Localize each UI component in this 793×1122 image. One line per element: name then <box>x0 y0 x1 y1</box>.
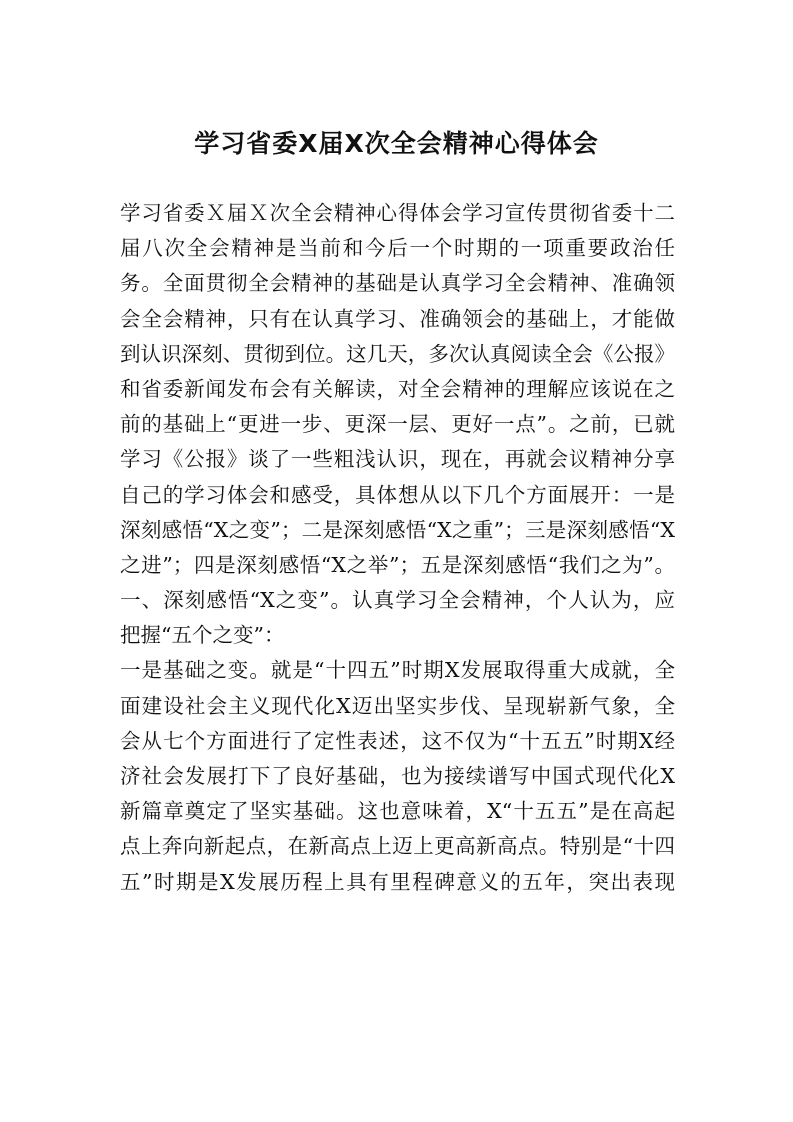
body-line: 济社会发展打下了良好基础，也为接续谱写中国式现代化X <box>120 764 675 788</box>
body-line: 点上奔向新起点，在新高点上迈上更高新高点。特别是“十四 <box>120 834 675 859</box>
body-line: 会从七个方面进行了定性表述，这不仅为“十五五”时期X经 <box>120 728 675 753</box>
body-line: 五”时期是X发展历程上具有里程碑意义的五年，突出表现 <box>120 869 675 894</box>
document-body <box>120 196 675 900</box>
body-line: 一是基础之变。就是“十四五”时期X发展取得重大成就，全 <box>120 658 675 683</box>
document-title: 学习省委X届X次全会精神心得体会 <box>194 129 599 158</box>
body-line: 把握“五个之变”： <box>120 623 285 648</box>
body-line: 面建设社会主义现代化X迈出坚实步伐、呈现崭新气象，全 <box>120 693 675 718</box>
body-line: 到认识深刻、贯彻到位。这几天，多次认真阅读全会《公报》 <box>120 341 675 366</box>
body-line: 新篇章奠定了坚实基础。这也意味着，X“十五五”是在高起 <box>120 799 675 824</box>
body-line: 一、深刻感悟“X之变”。认真学习全会精神，个人认为，应 <box>120 588 675 613</box>
body-line: 学习《公报》谈了一些粗浅认识，现在，再就会议精神分享 <box>120 447 675 472</box>
body-line: 自己的学习体会和感受，具体想从以下几个方面展开：一是 <box>120 482 675 507</box>
body-line: 之进”；四是深刻感悟“X之举”；五是深刻感悟“我们之为”。 <box>120 552 675 577</box>
body-line: 深刻感悟“X之变”；二是深刻感悟“X之重”；三是深刻感悟“X <box>120 517 675 542</box>
body-line: 会全会精神，只有在认真学习、准确领会的基础上，才能做 <box>120 306 675 331</box>
body-line: 和省委新闻发布会有关解读，对全会精神的理解应该说在之 <box>120 376 675 401</box>
body-line: 届八次全会精神是当前和今后一个时期的一项重要政治任 <box>120 236 675 261</box>
body-line: 前的基础上“更进一步、更深一层、更好一点”。之前，已就 <box>120 412 675 437</box>
body-line: 学习省委Ｘ届Ｘ次全会精神心得体会学习宣传贯彻省委十二 <box>120 201 675 225</box>
body-line: 务。全面贯彻全会精神的基础是认真学习全会精神、准确领 <box>120 271 675 296</box>
